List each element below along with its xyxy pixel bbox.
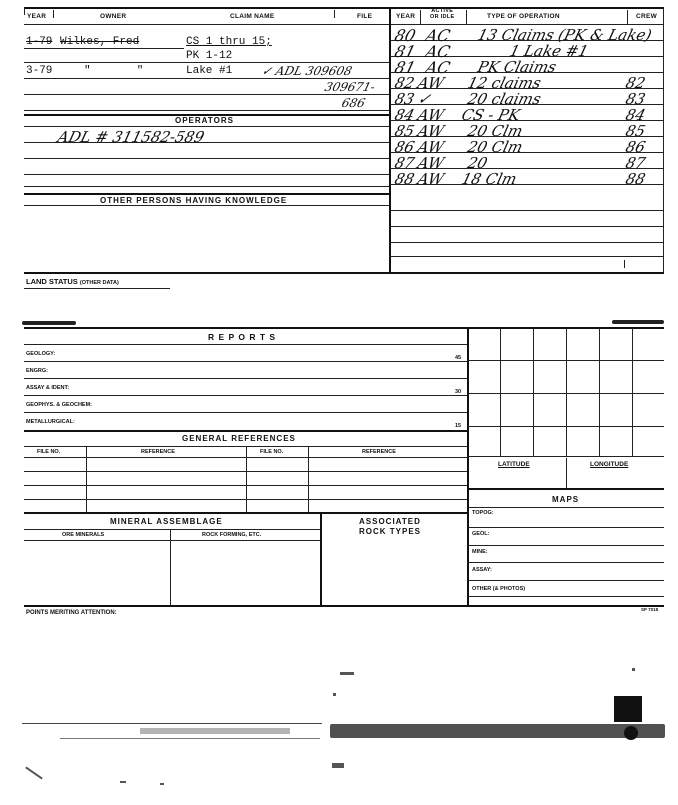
row-line: [24, 174, 389, 175]
reports-geology: GEOLOGY:: [26, 351, 56, 357]
adl-note-3: 686: [340, 96, 367, 110]
activity-10-year: 88: [392, 170, 417, 188]
grid-col: [599, 328, 600, 456]
activity-line: [390, 226, 663, 227]
activity-6-crew: 84: [623, 106, 648, 124]
longitude-label: LONGITUDE: [590, 461, 629, 468]
maps-other-photos: OTHER (& PHOTOS): [472, 586, 526, 592]
other-persons-title: OTHER PERSONS HAVING KNOWLEDGE: [100, 196, 288, 205]
maps-row-line: [468, 580, 664, 581]
maps-row-line: [468, 596, 664, 597]
scan-line: [22, 723, 322, 724]
row-line: [24, 62, 389, 63]
header-underline: [24, 24, 664, 25]
maps-geol: GEOL:: [472, 531, 490, 537]
activity-line: [390, 256, 663, 257]
scan-artifact: [22, 321, 76, 325]
activity-9-year: 87: [392, 154, 417, 172]
activity-4-operation: 12 claims: [465, 74, 543, 92]
reports-row-line: [24, 412, 467, 413]
activity-8-status: AW: [415, 138, 446, 156]
activity-4-status: AW: [415, 74, 446, 92]
header-file: FILE: [357, 13, 373, 20]
activity-3-operation: PK Claims: [475, 58, 559, 76]
grid-row: [468, 426, 664, 427]
header-owner: OWNER: [100, 13, 127, 20]
adl-note-2: 309671-: [323, 80, 377, 94]
crew-tick: [624, 260, 625, 268]
reports-geophys: GEOPHYS. & GEOCHEM:: [26, 402, 93, 408]
grid-col: [566, 328, 567, 456]
activity-10-crew: 88: [623, 170, 648, 188]
top-border: [24, 7, 664, 9]
scan-speck: [632, 668, 635, 671]
mineral-title-line: [24, 529, 320, 530]
row-line: [24, 78, 389, 79]
reports-row-line: [24, 378, 467, 379]
owner-row-3-claim: Lake #1: [186, 65, 233, 77]
owner-row-1-owner: Wilkes, Fred: [60, 36, 140, 48]
activity-1-operation: 13 Claims (PK & Lake): [475, 26, 654, 44]
other-persons-rule: [24, 193, 389, 195]
activity-6-status: AW: [415, 106, 446, 124]
reports-num-15: 15: [455, 423, 462, 429]
activity-5-year: 83: [392, 90, 417, 108]
associated-label: ASSOCIATED: [359, 517, 421, 526]
scan-speck: [120, 781, 126, 783]
header-type-of-operation: TYPE OF OPERATION: [487, 13, 560, 20]
center-divider: [389, 7, 391, 272]
header-tick: [420, 10, 421, 24]
row-line: [24, 126, 389, 127]
activity-2-year: 81: [392, 42, 418, 61]
grid-col: [533, 328, 534, 456]
header-tick: [466, 10, 467, 24]
activity-5-crew: 83: [623, 90, 648, 108]
row-line: [24, 158, 389, 159]
reports-title: R E P O R T S: [208, 332, 277, 342]
reports-engrg: ENGRG:: [26, 368, 48, 374]
activity-1-year: 80: [392, 26, 418, 45]
land-status-title: LAND STATUS: [26, 277, 78, 286]
grid-row: [468, 360, 664, 361]
refs-row-line: [24, 499, 467, 500]
refs-row-line: [24, 471, 467, 472]
left-edge: [24, 7, 25, 15]
header-active-or-idle: ACTIVE OR IDLE: [430, 8, 455, 20]
activity-7-operation: 20 Clm: [465, 122, 525, 140]
reports-assay: ASSAY & IDENT:: [26, 385, 70, 391]
scan-speck: [332, 763, 344, 768]
reports-num-45: 45: [455, 355, 462, 361]
scan-speck: [160, 783, 164, 785]
owner-row-2-claim: PK 1-12: [186, 50, 233, 62]
mineral-col: [170, 529, 171, 605]
refs-col: [246, 446, 247, 512]
maps-title-line: [468, 507, 664, 508]
right-edge: [663, 7, 664, 272]
reports-metallurgical: METALLURGICAL:: [26, 419, 75, 425]
reports-title-line: [24, 344, 467, 345]
activity-2-operation: 1 Lake #1: [507, 42, 591, 60]
assoc-divider: [320, 513, 322, 605]
refs-bottom-line: [24, 512, 467, 514]
row-line: [24, 48, 184, 49]
refs-reference: REFERENCE: [141, 449, 175, 455]
owner-row-3-owner: " ": [84, 65, 144, 77]
operators-title: OPERATORS: [175, 116, 234, 125]
land-status-sub: (OTHER DATA): [79, 280, 119, 286]
activity-7-crew: 85: [623, 122, 648, 140]
activity-8-year: 86: [392, 138, 417, 156]
header-year-activity: YEAR: [396, 13, 416, 20]
latlong-divider: [566, 458, 567, 488]
reports-row-line: [24, 361, 467, 362]
latitude-label: LATITUDE: [498, 461, 530, 468]
activity-7-year: 85: [392, 122, 417, 140]
activity-line: [390, 210, 663, 211]
owner-row-1-claim: CS 1 thru 15;: [186, 36, 272, 48]
header-crew: CREW: [636, 13, 658, 20]
scan-speck: [340, 672, 354, 675]
header-tick: [334, 10, 335, 18]
row-line: [24, 110, 389, 111]
land-status-underline: [24, 288, 170, 289]
refs-col: [308, 446, 309, 512]
rock-forming-label: ROCK FORMING, ETC.: [202, 532, 262, 538]
activity-10-operation: 18 Clm: [459, 170, 519, 188]
grid-row: [468, 393, 664, 394]
maps-row-line: [468, 527, 664, 528]
maps-title: MAPS: [552, 495, 580, 504]
reports-bottom-line: [24, 430, 467, 432]
activity-line: [390, 242, 663, 243]
activity-10-status: AW: [415, 170, 446, 188]
reports-top-border: [24, 327, 664, 329]
activity-9-crew: 87: [623, 154, 648, 172]
land-status-label: [26, 277, 119, 286]
mineral-header-line: [24, 540, 320, 541]
row-line: [24, 186, 389, 187]
maps-top-line: [468, 488, 664, 490]
rock-types-label: ROCK TYPES: [359, 527, 422, 536]
header-tick: [627, 10, 628, 24]
scan-blot: [624, 726, 638, 740]
activity-6-year: 84: [392, 106, 417, 124]
grid-col: [500, 328, 501, 456]
points-rule: [24, 605, 664, 607]
maps-row-line: [468, 562, 664, 563]
adl-note-1: ✓ ADL 309608: [260, 64, 354, 78]
header-year: YEAR: [27, 13, 47, 20]
activity-4-year: 82: [392, 74, 417, 92]
reports-num-30: 30: [455, 389, 462, 395]
header-tick: [53, 10, 54, 18]
form-number: SP 7018: [641, 607, 659, 612]
reports-right-divider: [467, 327, 469, 607]
general-references-title: GENERAL REFERENCES: [182, 434, 296, 443]
maps-topog: TOPOG:: [472, 510, 494, 516]
maps-assay: ASSAY:: [472, 567, 492, 573]
activity-4-crew: 82: [623, 74, 648, 92]
activity-3-status: AC: [423, 58, 453, 77]
refs-row-line: [24, 485, 467, 486]
scan-smear: [140, 728, 290, 734]
points-meriting-attention: POINTS MERITING ATTENTION:: [26, 610, 117, 616]
activity-9-operation: 20: [465, 154, 490, 172]
grid-row: [468, 456, 664, 457]
activity-5-status: ✓: [415, 90, 433, 108]
scan-speck: [333, 693, 336, 696]
grid-col: [632, 328, 633, 456]
scan-artifact: [612, 320, 664, 324]
refs-col: [86, 446, 87, 512]
activity-6-operation: CS - PK: [459, 106, 522, 124]
ore-minerals-label: ORE MINERALS: [62, 532, 105, 538]
owner-row-3-year: 3-79: [26, 65, 53, 77]
owner-row-1-year: 1-79: [26, 36, 53, 48]
refs-file-no: FILE NO.: [37, 449, 61, 455]
row-line: [24, 94, 389, 95]
activity-8-operation: 20 Clm: [465, 138, 525, 156]
refs-file-no-2: FILE NO.: [260, 449, 284, 455]
reports-row-line: [24, 395, 467, 396]
header-claim-name: CLAIM NAME: [230, 13, 275, 20]
scan-smear: [330, 724, 665, 738]
maps-mine: MINE:: [472, 549, 488, 555]
scan-speck: [25, 766, 43, 779]
refs-reference-2: REFERENCE: [362, 449, 396, 455]
scan-blot: [614, 696, 642, 722]
top-section-bottom: [24, 272, 664, 274]
activity-7-status: AW: [415, 122, 446, 140]
activity-8-crew: 86: [623, 138, 648, 156]
scan-line: [60, 738, 320, 739]
mineral-assemblage-title: MINERAL ASSEMBLAGE: [110, 517, 223, 526]
maps-row-line: [468, 545, 664, 546]
activity-2-status: AC: [423, 42, 453, 61]
activity-9-status: AW: [415, 154, 446, 172]
activity-3-year: 81: [392, 58, 418, 77]
activity-5-operation: 20 claims: [465, 90, 543, 108]
operators-adl-note: ADL # 311582-589: [55, 128, 207, 146]
activity-1-status: AC: [423, 26, 453, 45]
row-line: [24, 205, 389, 206]
